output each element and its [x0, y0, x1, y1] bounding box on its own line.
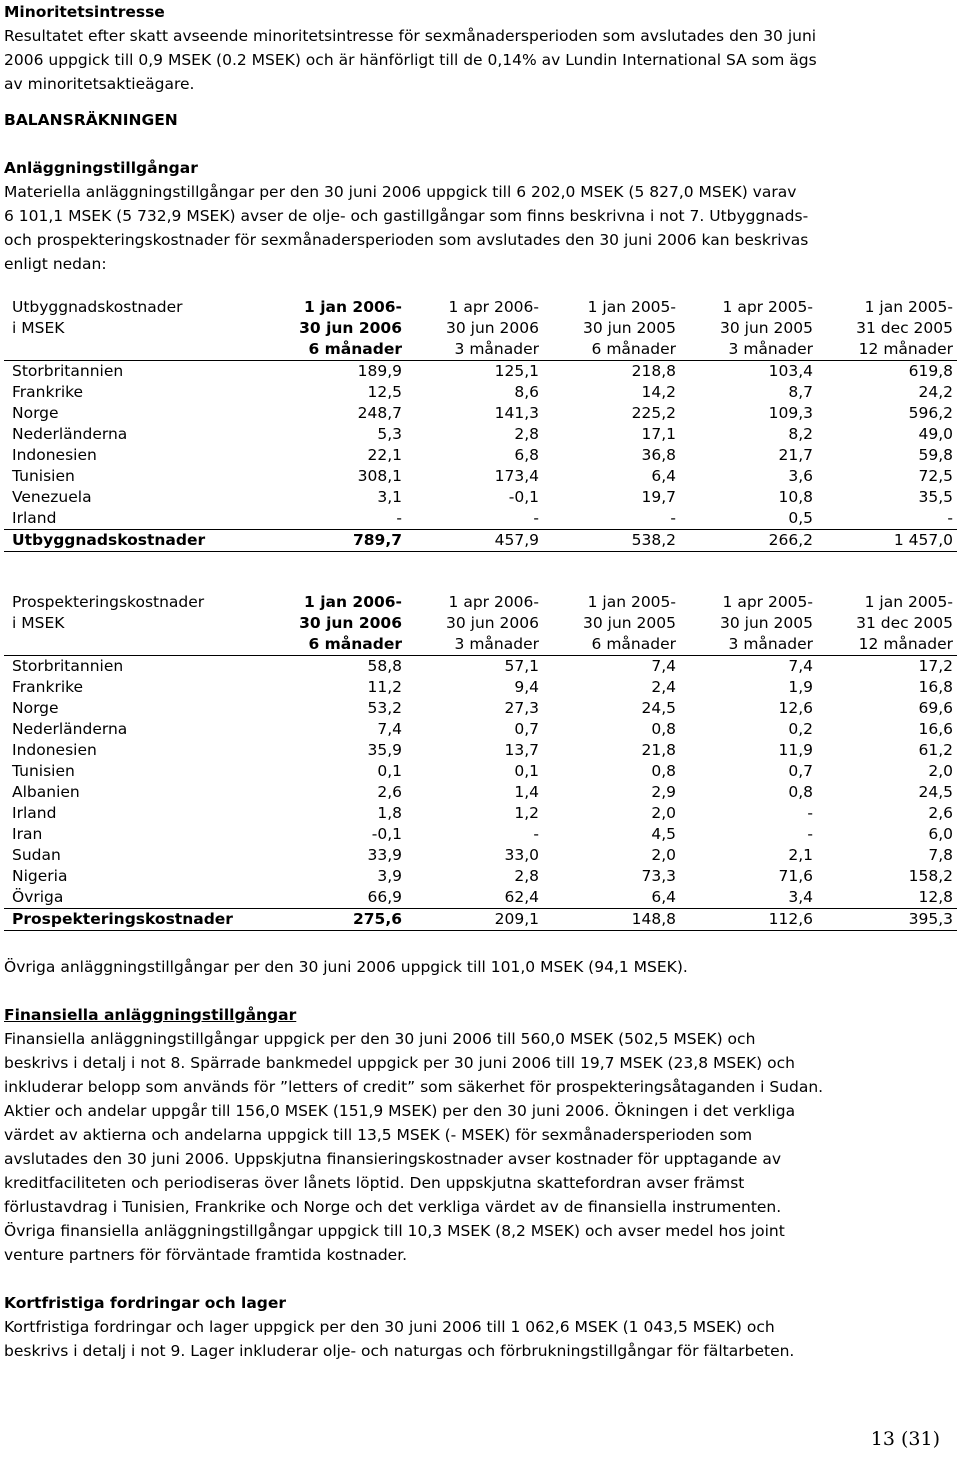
- total-value: 209,1: [406, 909, 543, 931]
- cell-value: 2,4: [651, 678, 676, 696]
- cell-value: 1,2: [514, 804, 539, 822]
- minority-line: av minoritetsaktieägare.: [4, 75, 195, 93]
- row-label: Frankrike: [12, 678, 84, 696]
- cell-value: 24,5: [918, 783, 953, 801]
- cell-value: 308,1: [357, 467, 402, 485]
- column-header: 31 dec 2005: [856, 614, 953, 632]
- cell-value: 36,8: [641, 446, 676, 464]
- table-row: [4, 508, 957, 530]
- table-row: [4, 866, 957, 887]
- financial-line: venture partners för förväntade framtida kostnader.: [4, 1246, 408, 1264]
- table-header-row: [4, 297, 957, 318]
- table-header-row: [4, 339, 957, 361]
- row-label: Övriga: [12, 888, 64, 906]
- column-header: 30 jun 2006: [446, 319, 539, 337]
- cell-value: 2,0: [651, 804, 676, 822]
- total-value: 275,6: [269, 909, 406, 931]
- row-label: Irland: [12, 804, 57, 822]
- cell-value: 158,2: [908, 867, 953, 885]
- cell-value: 27,3: [504, 699, 539, 717]
- cell-value: 0,1: [377, 762, 402, 780]
- cell-value: 3,4: [788, 888, 813, 906]
- row-label: Indonesien: [12, 741, 97, 759]
- column-header: 3 månader: [406, 339, 543, 361]
- cell-value: -0,1: [508, 488, 539, 506]
- cell-value: -: [807, 825, 813, 843]
- table-row: [4, 719, 957, 740]
- fixed-assets-line: och prospekteringskostnader för sexmånadersperioden som avslutades den 30 juni 2006 kan beskrivas: [4, 231, 809, 249]
- row-label: Frankrike: [12, 383, 84, 401]
- total-value: 538,2: [543, 530, 680, 552]
- cell-value: 4,5: [651, 825, 676, 843]
- cell-value: 6,4: [651, 467, 676, 485]
- financial-line: förlustavdrag i Tunisien, Frankrike och Norge och det verkliga värdet av de finansiella instrumenten.: [4, 1198, 782, 1216]
- balance-heading: BALANSRÄKNINGEN: [4, 111, 178, 129]
- column-header: 30 jun 2006: [299, 319, 402, 337]
- cell-value: 71,6: [778, 867, 813, 885]
- cell-value: 2,6: [377, 783, 402, 801]
- table-row: [4, 445, 957, 466]
- total-label: Utbyggnadskostnader: [4, 530, 269, 552]
- header-label: i MSEK: [12, 614, 65, 632]
- receivables-line: beskrivs i detalj i not 9. Lager inkluderar olje- och naturgas och förbrukningstillgångar för fältarbeten.: [4, 1342, 795, 1360]
- column-header: 30 jun 2006: [446, 614, 539, 632]
- total-value: 789,7: [269, 530, 406, 552]
- cell-value: 0,5: [788, 509, 813, 527]
- cell-value: 5,3: [377, 425, 402, 443]
- column-header: 1 jan 2006-: [304, 593, 402, 611]
- header-label: [4, 339, 269, 361]
- table-row: [4, 487, 957, 508]
- column-header: 1 apr 2005-: [722, 298, 813, 316]
- table-row: [4, 424, 957, 445]
- row-label: Venezuela: [12, 488, 92, 506]
- fixed-assets-heading: Anläggningstillgångar: [4, 159, 198, 177]
- cell-value: 35,9: [367, 741, 402, 759]
- cell-value: 7,4: [651, 657, 676, 675]
- row-label: Irland: [12, 509, 57, 527]
- other-assets-line: Övriga anläggningstillgångar per den 30 juni 2006 uppgick till 101,0 MSEK (94,1 MSEK).: [4, 958, 688, 976]
- cell-value: 6,8: [514, 446, 539, 464]
- row-label: Nederländerna: [12, 720, 128, 738]
- financial-heading: Finansiella anläggningstillgångar: [4, 1006, 297, 1024]
- cell-value: 9,4: [514, 678, 539, 696]
- table-header-row: [4, 318, 957, 339]
- cell-value: 3,6: [788, 467, 813, 485]
- cell-value: 33,9: [367, 846, 402, 864]
- table-row: [4, 656, 957, 678]
- cell-value: 22,1: [367, 446, 402, 464]
- minority-line: 2006 uppgick till 0,9 MSEK (0.2 MSEK) och är hänförligt till de 0,14% av Lundin International SA som ägs: [4, 51, 817, 69]
- financial-line: Aktier och andelar uppgår till 156,0 MSEK (151,9 MSEK) per den 30 juni 2006. Ökningen i det verkliga: [4, 1102, 796, 1120]
- cell-value: 24,2: [918, 383, 953, 401]
- receivables-heading: Kortfristiga fordringar och lager: [4, 1294, 287, 1312]
- table-total-row: [4, 530, 957, 552]
- column-header: 6 månader: [543, 634, 680, 656]
- table-row: [4, 361, 957, 383]
- table-row: [4, 803, 957, 824]
- cell-value: -: [533, 509, 539, 527]
- cell-value: 7,4: [788, 657, 813, 675]
- financial-line: beskrivs i detalj i not 8. Spärrade bankmedel uppgick per 30 juni 2006 till 19,7 MSEK (23,8 MSEK) och: [4, 1054, 795, 1072]
- cell-value: 1,8: [377, 804, 402, 822]
- cell-value: 0,8: [651, 762, 676, 780]
- cell-value: 11,9: [778, 741, 813, 759]
- table-row: [4, 845, 957, 866]
- cell-value: 3,1: [377, 488, 402, 506]
- financial-line: värdet av aktierna och andelarna uppgick till 13,5 MSEK (- MSEK) för sexmånadersperioden som: [4, 1126, 753, 1144]
- cell-value: 1,4: [514, 783, 539, 801]
- table-row: [4, 677, 957, 698]
- cell-value: 61,2: [918, 741, 953, 759]
- column-header: 1 jan 2006-: [304, 298, 402, 316]
- minority-line: Resultatet efter skatt avseende minoritetsintresse för sexmånadersperioden som avslutades den 30 juni: [4, 27, 817, 45]
- column-header: 6 månader: [543, 339, 680, 361]
- cell-value: 2,1: [788, 846, 813, 864]
- column-header: 30 jun 2005: [720, 614, 813, 632]
- minority-heading: Minoritetsintresse: [4, 3, 165, 21]
- cell-value: 3,9: [377, 867, 402, 885]
- row-label: Norge: [12, 404, 59, 422]
- cell-value: 73,3: [641, 867, 676, 885]
- column-header: 3 månader: [680, 634, 817, 656]
- document-page: [4, 0, 956, 1363]
- exploration-costs-table: [4, 592, 957, 931]
- financial-line: kreditfaciliteten och periodiseras över lånets löptid. Den uppskjutna skattefordran avser främst: [4, 1174, 745, 1192]
- column-header: 3 månader: [406, 634, 543, 656]
- cell-value: 66,9: [367, 888, 402, 906]
- cell-value: 6,4: [651, 888, 676, 906]
- table-row: [4, 761, 957, 782]
- column-header: 1 jan 2005-: [864, 593, 953, 611]
- row-label: Norge: [12, 699, 59, 717]
- cell-value: 57,1: [504, 657, 539, 675]
- total-value: 266,2: [680, 530, 817, 552]
- cell-value: -: [947, 509, 953, 527]
- fixed-assets-line: 6 101,1 MSEK (5 732,9 MSEK) avser de olje- och gastillgångar som finns beskrivna i not 7. Utbyggnads-: [4, 207, 809, 225]
- cell-value: 8,7: [788, 383, 813, 401]
- cell-value: 2,0: [928, 762, 953, 780]
- header-label: i MSEK: [12, 319, 65, 337]
- cell-value: -: [670, 509, 676, 527]
- cell-value: 7,4: [377, 720, 402, 738]
- cell-value: 16,6: [918, 720, 953, 738]
- total-value: 395,3: [817, 909, 957, 931]
- column-header: 12 månader: [817, 634, 957, 656]
- cell-value: 10,8: [778, 488, 813, 506]
- cell-value: 0,7: [788, 762, 813, 780]
- column-header: 6 månader: [269, 339, 406, 361]
- column-header: 6 månader: [269, 634, 406, 656]
- cell-value: 173,4: [494, 467, 539, 485]
- table-header-row: [4, 613, 957, 634]
- cell-value: 0,8: [788, 783, 813, 801]
- row-label: Indonesien: [12, 446, 97, 464]
- cell-value: 1,9: [788, 678, 813, 696]
- cell-value: 8,6: [514, 383, 539, 401]
- cell-value: 2,8: [514, 867, 539, 885]
- cell-value: 218,8: [631, 362, 676, 380]
- cell-value: 69,6: [918, 699, 953, 717]
- cell-value: -0,1: [371, 825, 402, 843]
- cell-value: 0,2: [788, 720, 813, 738]
- total-value: 112,6: [680, 909, 817, 931]
- page-number: 13 (31): [870, 1428, 940, 1450]
- cell-value: 12,5: [367, 383, 402, 401]
- cell-value: 2,0: [651, 846, 676, 864]
- cell-value: 125,1: [494, 362, 539, 380]
- column-header: 1 jan 2005-: [587, 298, 676, 316]
- cell-value: -: [396, 509, 402, 527]
- cell-value: 103,4: [768, 362, 813, 380]
- cell-value: 35,5: [918, 488, 953, 506]
- total-value: 457,9: [406, 530, 543, 552]
- cell-value: 24,5: [641, 699, 676, 717]
- cell-value: 596,2: [908, 404, 953, 422]
- cell-value: 225,2: [631, 404, 676, 422]
- row-label: Storbritannien: [12, 657, 124, 675]
- financial-line: Finansiella anläggningstillgångar uppgick per den 30 juni 2006 till 560,0 MSEK (502,5 MSEK) och: [4, 1030, 756, 1048]
- cell-value: 11,2: [367, 678, 402, 696]
- row-label: Iran: [12, 825, 43, 843]
- cell-value: 6,0: [928, 825, 953, 843]
- total-value: 148,8: [543, 909, 680, 931]
- cell-value: 17,1: [641, 425, 676, 443]
- column-header: 3 månader: [680, 339, 817, 361]
- cell-value: 7,8: [928, 846, 953, 864]
- receivables-line: Kortfristiga fordringar och lager uppgick per den 30 juni 2006 till 1 062,6 MSEK (1 043,5 MSEK) och: [4, 1318, 775, 1336]
- table-row: [4, 403, 957, 424]
- cell-value: 8,2: [788, 425, 813, 443]
- cell-value: 58,8: [367, 657, 402, 675]
- header-label: Prospekteringskostnader: [12, 593, 205, 611]
- column-header: 30 jun 2006: [299, 614, 402, 632]
- cell-value: 2,9: [651, 783, 676, 801]
- row-label: Tunisien: [12, 467, 75, 485]
- column-header: 1 apr 2006-: [448, 593, 539, 611]
- cell-value: 12,8: [918, 888, 953, 906]
- table-row: [4, 740, 957, 761]
- cell-value: 17,2: [918, 657, 953, 675]
- cell-value: 72,5: [918, 467, 953, 485]
- development-costs-table: [4, 297, 957, 552]
- table-header-row: [4, 634, 957, 656]
- total-label: Prospekteringskostnader: [4, 909, 269, 931]
- financial-line: avslutades den 30 juni 2006. Uppskjutna finansieringskostnader avser kostnader för upptagande av: [4, 1150, 782, 1168]
- financial-line: Övriga finansiella anläggningstillgångar uppgick till 10,3 MSEK (8,2 MSEK) och avser medel hos joint: [4, 1222, 785, 1240]
- total-value: 1 457,0: [817, 530, 957, 552]
- column-header: 1 apr 2005-: [722, 593, 813, 611]
- table-row: [4, 824, 957, 845]
- cell-value: 0,1: [514, 762, 539, 780]
- cell-value: 2,8: [514, 425, 539, 443]
- column-header: 1 jan 2005-: [587, 593, 676, 611]
- column-header: 12 månader: [817, 339, 957, 361]
- cell-value: 33,0: [504, 846, 539, 864]
- table-row: [4, 382, 957, 403]
- financial-line: inkluderar belopp som används för ”letters of credit” som säkerhet för prospekteringsåtaganden i Sudan.: [4, 1078, 824, 1096]
- cell-value: 19,7: [641, 488, 676, 506]
- row-label: Albanien: [12, 783, 80, 801]
- column-header: 1 jan 2005-: [864, 298, 953, 316]
- cell-value: 109,3: [768, 404, 813, 422]
- column-header: 31 dec 2005: [856, 319, 953, 337]
- row-label: Nigeria: [12, 867, 68, 885]
- column-header: 30 jun 2005: [583, 614, 676, 632]
- table-header-row: [4, 592, 957, 613]
- cell-value: 141,3: [494, 404, 539, 422]
- cell-value: -: [533, 825, 539, 843]
- cell-value: 16,8: [918, 678, 953, 696]
- cell-value: 14,2: [641, 383, 676, 401]
- cell-value: 13,7: [504, 741, 539, 759]
- column-header: 30 jun 2005: [720, 319, 813, 337]
- row-label: Sudan: [12, 846, 61, 864]
- row-label: Storbritannien: [12, 362, 124, 380]
- column-header: 30 jun 2005: [583, 319, 676, 337]
- cell-value: 12,6: [778, 699, 813, 717]
- fixed-assets-line: enligt nedan:: [4, 255, 107, 273]
- cell-value: 2,6: [928, 804, 953, 822]
- cell-value: 0,7: [514, 720, 539, 738]
- row-label: Tunisien: [12, 762, 75, 780]
- table-row: [4, 698, 957, 719]
- cell-value: -: [807, 804, 813, 822]
- table-row: [4, 782, 957, 803]
- cell-value: 619,8: [908, 362, 953, 380]
- table-row: [4, 887, 957, 909]
- header-label: Utbyggnadskostnader: [12, 298, 183, 316]
- cell-value: 59,8: [918, 446, 953, 464]
- cell-value: 49,0: [918, 425, 953, 443]
- cell-value: 21,8: [641, 741, 676, 759]
- header-label: [4, 634, 269, 656]
- cell-value: 21,7: [778, 446, 813, 464]
- cell-value: 248,7: [357, 404, 402, 422]
- column-header: 1 apr 2006-: [448, 298, 539, 316]
- cell-value: 62,4: [504, 888, 539, 906]
- cell-value: 53,2: [367, 699, 402, 717]
- cell-value: 189,9: [357, 362, 402, 380]
- row-label: Nederländerna: [12, 425, 128, 443]
- table-total-row: [4, 909, 957, 931]
- fixed-assets-line: Materiella anläggningstillgångar per den 30 juni 2006 uppgick till 6 202,0 MSEK (5 827,0 MSEK) varav: [4, 183, 797, 201]
- table-row: [4, 466, 957, 487]
- cell-value: 0,8: [651, 720, 676, 738]
